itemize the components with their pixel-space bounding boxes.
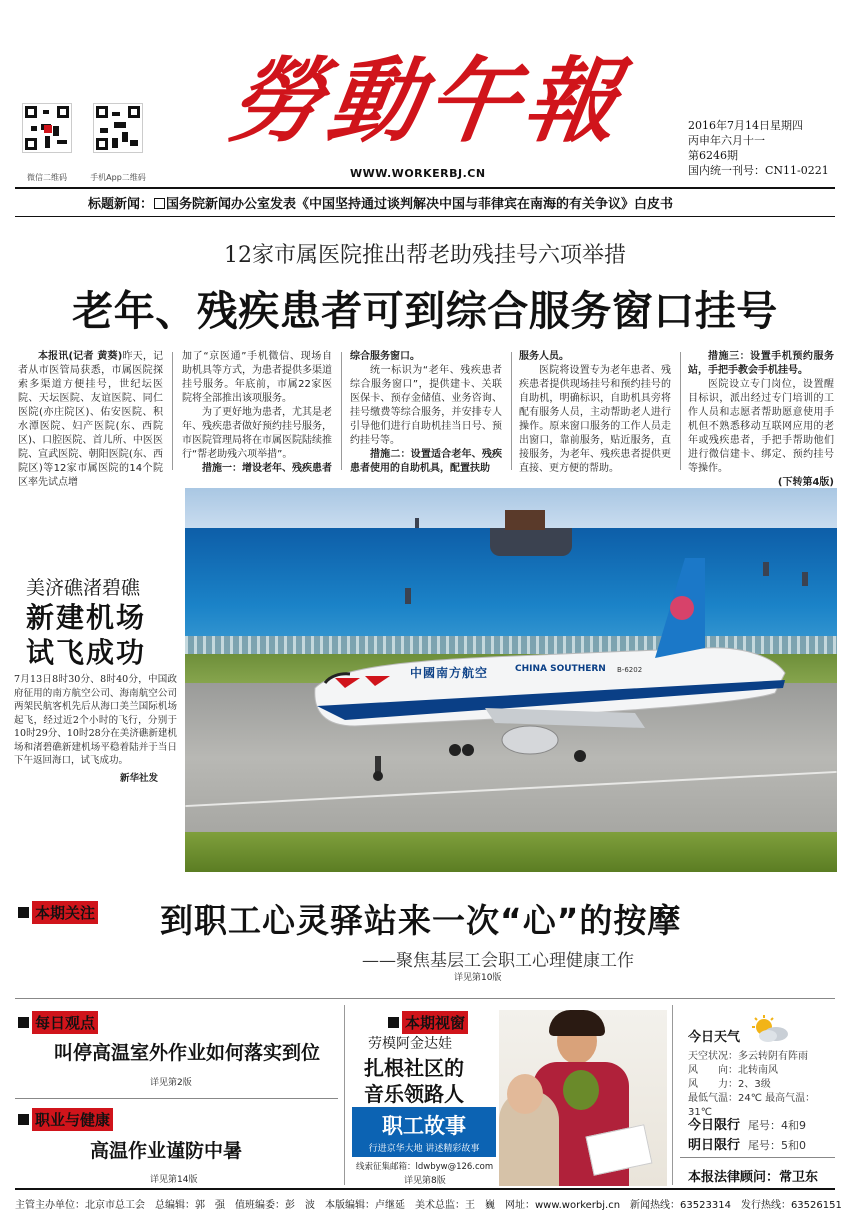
singer-photo xyxy=(499,1010,667,1186)
lead-col-5 xyxy=(688,350,834,490)
ticker-label: 标题新闻： xyxy=(88,197,154,212)
qr-wechat-label: 微信二维码 xyxy=(27,173,67,182)
weather-wind-dir: 风 向：北转南风 xyxy=(688,1065,778,1076)
newspaper-logo: 勞動午報 xyxy=(223,47,631,155)
weather-sky: 天空状况：多云转阴有阵雨 xyxy=(688,1051,808,1062)
health-tag-text: 职业与健康 xyxy=(32,1108,113,1131)
limit-today xyxy=(688,1114,806,1133)
qr-app-label: 手机App二维码 xyxy=(90,173,146,182)
window-title-1[interactable]: 扎根社区的 xyxy=(364,1056,464,1080)
feature-title-1[interactable]: 新建机场 xyxy=(26,601,147,634)
focus-tag xyxy=(18,901,98,924)
story-title: 职工故事 xyxy=(382,1114,466,1138)
issue-date: 2016年7月14日星期四 xyxy=(688,119,803,132)
issue-info xyxy=(688,118,829,178)
focus-see[interactable]: 详见第10版 xyxy=(454,973,502,983)
website-url[interactable]: WWW.WORKERBJ.CN xyxy=(350,167,486,180)
airplane xyxy=(185,488,837,872)
limit-today-value: 尾号：4和9 xyxy=(748,1119,807,1132)
opinion-tag-text: 每日观点 xyxy=(32,1011,98,1034)
lead-col-2 xyxy=(182,350,332,476)
lead-col-3 xyxy=(350,350,502,476)
health-headline[interactable]: 高温作业谨防中暑 xyxy=(90,1140,243,1162)
lead-col-2-text: 加了“京医通”手机微信、现场自助机具等方式，为患者提供多渠道挂号服务。年底前，市属22家医院将全部推出该项服务。 xyxy=(182,351,332,404)
focus-subline: ——聚焦基层工会职工心理健康工作 xyxy=(362,951,634,971)
plane-livery-cn: 中國南方航空 xyxy=(410,666,489,680)
measure-2: 措施二：设置适合老年、残疾患者使用的自助机具，配置扶助 xyxy=(350,449,502,474)
window-tag-text: 本期视窗 xyxy=(402,1011,468,1034)
lunar-date: 丙申年六月十一 xyxy=(688,134,765,147)
airport-photo xyxy=(185,488,837,872)
lead-col-1-text: 昨天，记者从市医管局获悉，市属医院探索多渠道方便挂号，世纪坛医院、天坛医院、友谊医院、同仁医院(亦庄院区)、佑安医院、积水潭医院、妇产医院(东、西院区)、口腔医院、首儿所、中医医院、宣武医院、朝阳医院(东、西院区)等12家市属医院的14个院区率先试点增 xyxy=(18,351,164,488)
story-banner[interactable] xyxy=(352,1107,496,1157)
publication-code: 国内统一刊号：CN11-0221 xyxy=(688,164,829,177)
measure-1: 措施一：增设老年、残疾患者 xyxy=(202,463,332,474)
partly-cloudy-icon xyxy=(748,1015,790,1043)
lead-col-2-para: 为了更好地为患者，尤其是老年、残疾患者做好预约挂号服务，市医院管理局将在市属医院陆续推行“帮老助残六项举措”。 xyxy=(182,407,332,460)
health-see[interactable]: 详见第14版 xyxy=(150,1175,198,1185)
limit-tomorrow-value: 尾号：5和0 xyxy=(748,1139,807,1152)
measure-3: 措施三：设置手机预约服务站，手把手教会手机挂号。 xyxy=(688,351,834,376)
window-title-2[interactable]: 音乐领路人 xyxy=(364,1082,464,1106)
opinion-see[interactable]: 详见第2版 xyxy=(150,1078,192,1088)
health-tag xyxy=(18,1108,113,1131)
issue-number: 第6246期 xyxy=(688,149,738,162)
box-glyph xyxy=(154,198,165,209)
headline-ticker xyxy=(88,193,673,212)
qr-app xyxy=(93,103,143,153)
limit-tomorrow-label: 明日限行 xyxy=(688,1138,741,1153)
lead-col-1 xyxy=(18,350,163,490)
weather-title: 今日天气 xyxy=(688,1030,741,1045)
byline: 本报讯(记者 黄葵) xyxy=(38,351,123,362)
qr-wechat xyxy=(22,103,72,153)
weather-temp: 最低气温：24℃ 最高气温：31℃ xyxy=(688,1093,816,1118)
photo-credit: 新华社发 xyxy=(120,773,159,784)
lead-col-4 xyxy=(519,350,671,476)
plane-registration: B-6202 xyxy=(617,666,643,674)
lead-col-5-text: 医院设立专门岗位，设置醒目标识，派出经过专门培训的工作人员和志愿者帮助愿意使用手机但不熟悉移动互联网应用的老年或残疾患者，手把手帮助他们进行微信建卡、绑定、预约挂号等操作。 xyxy=(688,379,834,474)
focus-headline[interactable]: 到职工心灵驿站来一次“心”的按摩 xyxy=(160,901,682,940)
feature-title-2[interactable]: 试飞成功 xyxy=(26,636,147,669)
opinion-headline[interactable]: 叫停高温室外作业如何落实到位 xyxy=(54,1042,321,1064)
lead-headline[interactable]: 老年、残疾患者可到综合服务窗口挂号 xyxy=(72,287,778,335)
weather-wind-force: 风 力：2、3级 xyxy=(688,1079,771,1090)
feature-kicker: 美济礁渚碧礁 xyxy=(26,577,141,599)
window-email[interactable]: 线索征集邮箱：ldwbyw@126.com xyxy=(356,1162,494,1172)
lead-col-3-text: 统一标识为“老年、残疾患者综合服务窗口”，提供建卡、关联医保卡、预存金储值、业务咨询、挂号缴费等综合服务，并安排专人引导他们进行自助机挂当日号、预约挂号等。 xyxy=(350,365,502,446)
limit-today-label: 今日限行 xyxy=(688,1118,741,1133)
lead-col-4-text: 医院将设置专为老年患者、残疾患者提供现场挂号和预约挂号的自助机，明确标识，自助机具旁将配有服务人员，主动帮助老人进行操作。原来窗口服务的工作人员走出窗口，靠前服务，贴近服务，直接服务，为老年、残疾患者提供更直接、更方便的帮助。 xyxy=(519,365,671,474)
lead-col-4-lead: 服务人员。 xyxy=(519,351,569,362)
limit-tomorrow xyxy=(688,1134,806,1153)
legal-advisor: 本报法律顾问：常卫东 xyxy=(688,1170,819,1185)
weather-details xyxy=(688,1050,838,1120)
window-tag xyxy=(388,1011,468,1034)
lead-subhead: 12家市属医院推出帮老助残挂号六项举措 xyxy=(224,243,626,268)
window-see[interactable]: 详见第8版 xyxy=(404,1176,446,1186)
footer-credits: 主管主办单位：北京市总工会 总编辑：郭 强 值班编委：彭 波 本版编辑：卢继延 美术总监：王 巍 网址：www.workerbj.cn 新闻热线：63523314 发行热线：63526151 xyxy=(15,1200,842,1211)
feature-body: 7月13日8时30分、8时40分，中国政府征用的南方航空公司、海南航空公司两架民航客机先后从海口美兰国际机场起飞，经过近2个小时的飞行，分别于10时29分、10时28分在美济礁新建机场和渚碧礁新建机场平稳着陆并于当日下午返回海口，试飞成功。 xyxy=(14,674,177,766)
focus-tag-text: 本期关注 xyxy=(32,901,98,924)
window-kicker: 劳模阿金达娃 xyxy=(368,1036,452,1052)
story-sub: 行进京华大地 讲述精彩故事 xyxy=(368,1144,480,1154)
opinion-tag xyxy=(18,1011,98,1034)
lead-col-3-lead: 综合服务窗口。 xyxy=(350,351,420,362)
continued-note[interactable]: (下转第4版) xyxy=(777,477,834,488)
plane-livery-en: CHINA SOUTHERN xyxy=(515,664,606,674)
ticker-text[interactable]: 国务院新闻办公室发表《中国坚持通过谈判解决中国与菲律宾在南海的有关争议》白皮书 xyxy=(166,197,674,212)
